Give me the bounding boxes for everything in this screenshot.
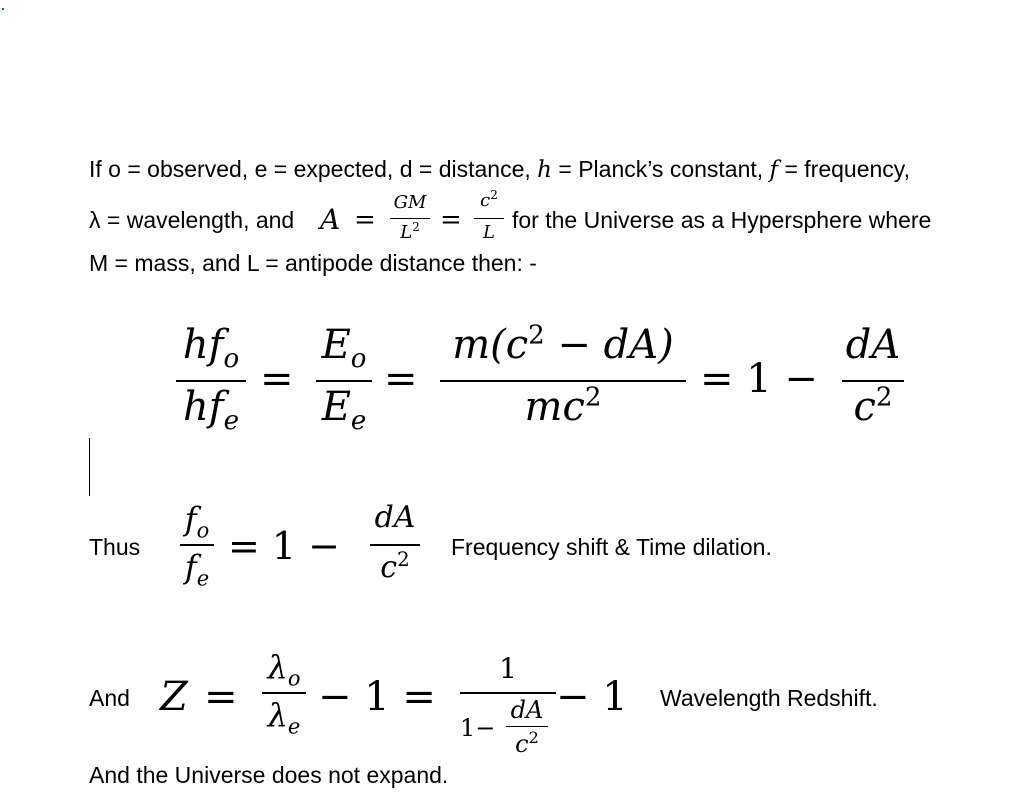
fraction-denominator	[440, 384, 686, 430]
num-sub: o	[350, 344, 367, 374]
den-sub: e	[287, 714, 301, 739]
fraction-mass-energy	[440, 322, 686, 442]
intro-text: = Planck’s constant,	[551, 156, 770, 182]
fraction-denominator	[176, 384, 246, 436]
intro-line-2-text	[89, 209, 294, 232]
num-base: E	[321, 322, 351, 368]
fraction-denominator	[390, 222, 430, 243]
equals-sign: =	[354, 205, 376, 235]
num-sub: o	[223, 344, 240, 374]
equals-sign: =	[440, 205, 462, 235]
fraction-numerator: GM	[393, 192, 427, 213]
fraction-bar	[390, 218, 430, 219]
fraction-bar	[474, 218, 504, 219]
inner-den-sup: 2	[528, 728, 539, 747]
num-part: m(c	[452, 322, 529, 368]
fraction-da-over-c2	[370, 500, 420, 596]
fraction-bar	[440, 380, 686, 382]
fraction-gm-over-l2	[390, 190, 430, 248]
minus-one: − 1	[556, 674, 628, 720]
minus-one-equals: − 1 =	[318, 674, 436, 720]
wavelength-redshift-caption: Wavelength Redshift.	[660, 685, 878, 711]
den-base: c	[380, 550, 398, 585]
fraction-numerator	[176, 322, 246, 374]
fraction-da-over-c2	[842, 322, 904, 442]
num-sub: o	[287, 666, 301, 691]
fraction-bar	[460, 692, 556, 694]
num-sub: o	[196, 518, 210, 543]
fraction-numerator: 1	[499, 652, 517, 685]
num-base: f	[184, 500, 197, 538]
den-base: hf	[183, 384, 224, 430]
num-base: c	[480, 190, 491, 211]
intro-text: λ = wavelength, and	[89, 207, 295, 233]
num-part: − dA)	[544, 322, 674, 368]
intro-text: If o = observed, e = expected, d = distance,	[89, 156, 538, 182]
fraction-denominator	[460, 696, 556, 758]
equals-sign: =	[204, 674, 238, 720]
fraction-bar	[842, 380, 904, 382]
den-one-minus: 1−	[460, 714, 496, 742]
fraction-denominator: L	[483, 222, 495, 243]
symbol-f: f	[769, 157, 779, 183]
fraction-fo-over-fe	[180, 500, 214, 596]
symbol-h: h	[537, 157, 552, 183]
closing-sentence: And the Universe does not expand.	[89, 762, 449, 788]
fraction-hfo-over-hfe	[176, 322, 246, 442]
den-sup: 2	[397, 547, 410, 571]
corner-marker	[2, 8, 4, 10]
fraction-bar	[180, 544, 214, 546]
fraction-c2-over-l	[474, 188, 504, 248]
rhs-one-minus: = 1 −	[228, 524, 341, 568]
frequency-shift-caption: Frequency shift & Time dilation.	[451, 534, 772, 560]
den-base: c	[853, 384, 876, 430]
fraction-denominator	[370, 547, 420, 585]
symbol-A: A	[320, 203, 341, 236]
intro-line-1	[89, 158, 910, 182]
fraction-numerator	[316, 322, 372, 374]
fraction-one-over-one-minus-da-c2	[460, 652, 556, 764]
den-sub: e	[350, 406, 367, 436]
fraction-denominator	[262, 696, 306, 739]
fraction-numerator	[180, 500, 214, 543]
fraction-denominator	[180, 548, 214, 591]
inner-fraction-bar	[506, 726, 548, 727]
fraction-bar	[316, 380, 372, 382]
num-sup: 2	[528, 320, 545, 351]
intro-line-3: M = mass, and L = antipode distance then: -	[89, 250, 537, 276]
den-sup: 2	[584, 382, 602, 413]
num-sup: 2	[490, 188, 498, 202]
den-base: λ	[267, 696, 288, 734]
equals-sign: =	[260, 356, 294, 402]
equals-sign: =	[384, 356, 418, 402]
den-sup: 2	[875, 382, 893, 413]
fraction-denominator	[316, 384, 372, 436]
den-base: mc	[524, 384, 585, 430]
den-sub: e	[223, 406, 239, 436]
fraction-bar	[176, 380, 246, 382]
den-sup: 2	[412, 220, 420, 234]
fraction-numerator	[474, 190, 504, 211]
fraction-lambda-o-over-lambda-e	[262, 648, 306, 744]
intro-line-2-tail: for the Universe as a Hypersphere where	[512, 207, 932, 233]
inner-numerator: dA	[510, 696, 544, 724]
den-base: f	[184, 548, 197, 586]
fraction-numerator	[262, 648, 306, 691]
thus-label: Thus	[89, 534, 141, 560]
den-sub: e	[196, 566, 210, 591]
intro-text: = frequency,	[778, 156, 910, 182]
fraction-numerator: dA	[845, 322, 901, 368]
rhs-one-minus: = 1 −	[700, 356, 818, 402]
fraction-eo-over-ee	[316, 322, 372, 442]
den-base: E	[321, 384, 351, 430]
num-base: λ	[267, 648, 288, 686]
text-cursor	[89, 438, 90, 496]
num-base: hf	[182, 322, 224, 368]
fraction-denominator	[842, 384, 904, 430]
and-label: And	[89, 685, 130, 711]
fraction-numerator	[440, 322, 686, 368]
fraction-numerator: dA	[374, 500, 416, 535]
inner-den-base: c	[515, 730, 529, 758]
inner-denominator	[506, 730, 548, 758]
symbol-Z: Z	[160, 674, 188, 720]
den-base: L	[400, 222, 413, 243]
fraction-bar	[262, 692, 306, 694]
fraction-bar	[370, 544, 420, 546]
